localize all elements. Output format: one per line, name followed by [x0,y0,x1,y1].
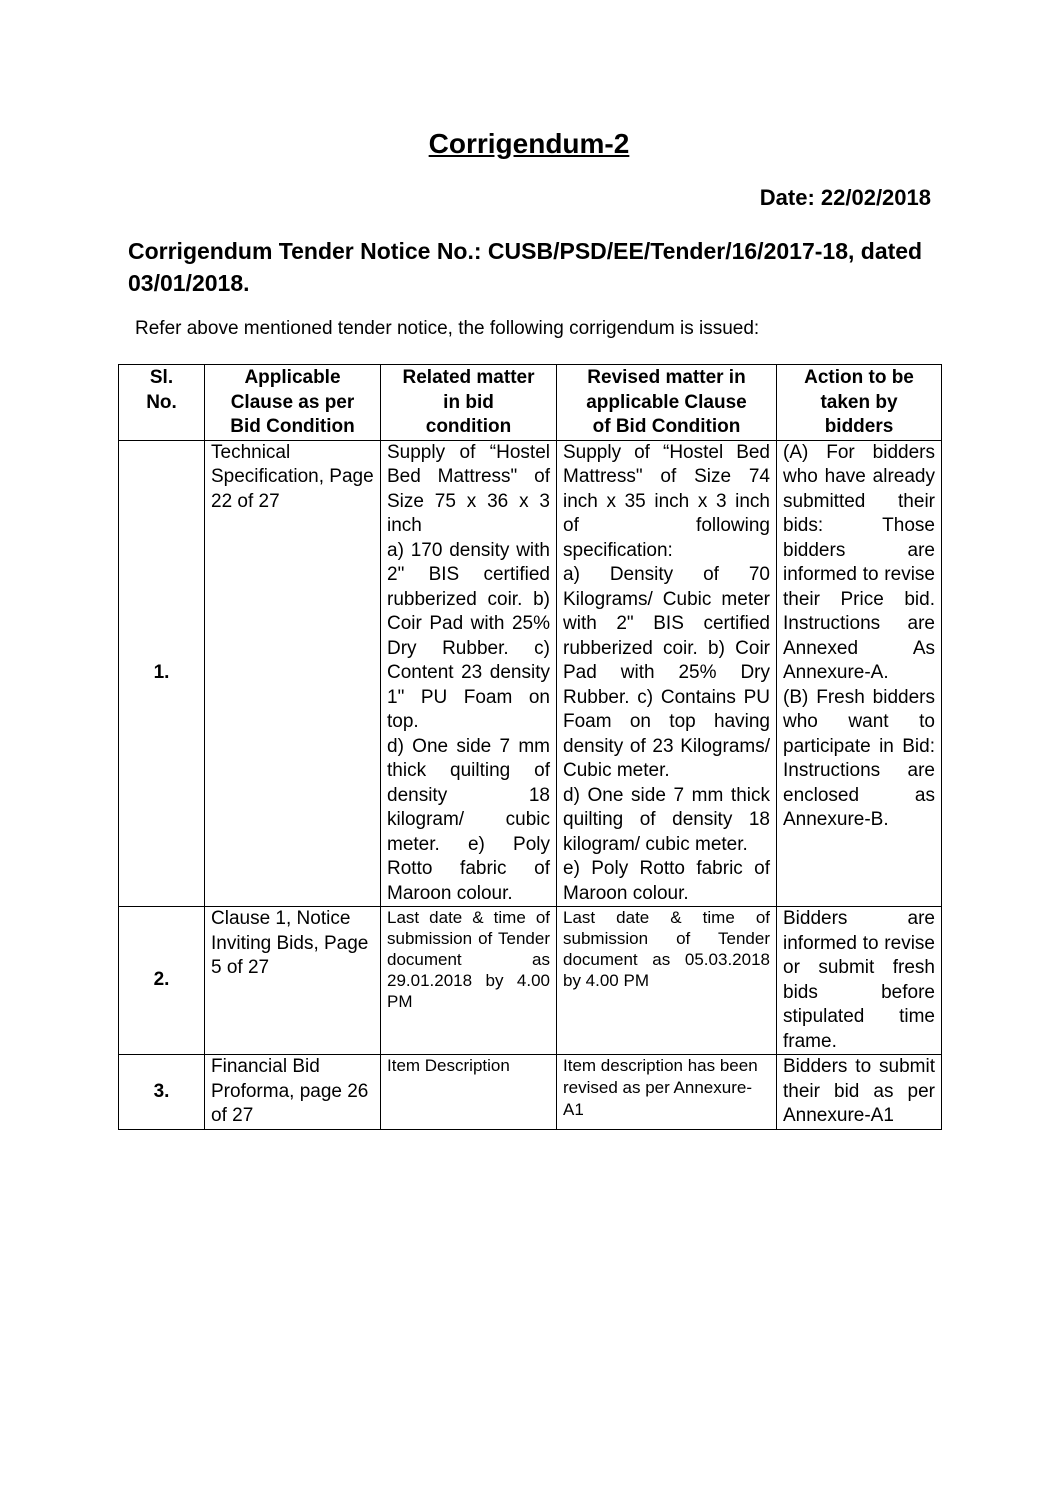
header-sl-no: Sl. No. [119,365,205,441]
document-date: Date: 22/02/2018 [759,185,931,210]
cell-clause: Technical Specification, Page 22 of 27 [205,440,381,907]
corrigendum-table [118,364,942,1130]
cell-sl: 1. [119,440,205,907]
cell-sl: 3. [119,1055,205,1130]
cell-sl: 2. [119,907,205,1055]
cell-action: Bidders are informed to revise or submit fresh bids before stipulated time frame. [777,907,942,1055]
cell-revised: Item description has been revised as per Annexure-A1 [557,1055,777,1130]
document-title: Corrigendum-2 [428,128,630,159]
cell-related: Item Description [381,1055,557,1130]
table-row [119,1055,942,1130]
table-row [119,907,942,1055]
header-applicable-clause: Applicable Clause as per Bid Condition [205,365,381,441]
tender-notice-heading: Corrigendum Tender Notice No.: CUSB/PSD/EE/Tender/16/2017-18, dated 03/01/2018. [128,238,923,296]
cell-related: Last date & time of submission of Tender document as 29.01.2018 by 4.00 PM [381,907,557,1055]
cell-clause: Financial Bid Proforma, page 26 of 27 [205,1055,381,1130]
cell-revised: Supply of “Hostel Bed Mattress" of Size 74 inch x 35 inch x 3 inch of following specification: a) Density of 70 Kilograms/ Cubic meter with 2" BIS certified rubberized coir. b) Coir Pad with 25% Dry Rubber. c) Contains PU Foam on top having density of 23 Kilograms/ Cubic meter. d) One side 7 mm thick quilting of density 18 kilogram/ cubic meter. e) Poly Rotto fabric of Maroon colour. [557,440,777,907]
header-action: Action to be taken by bidders [777,365,942,441]
table-row [119,440,942,907]
cell-clause: Clause 1, Notice Inviting Bids, Page 5 of 27 [205,907,381,1055]
intro-text: Refer above mentioned tender notice, the following corrigendum is issued: [135,318,760,339]
cell-related: Supply of “Hostel Bed Mattress" of Size 75 x 36 x 3 inch a) 170 density with 2" BIS certified rubberized coir. b) Coir Pad with 25% Dry Rubber. c) Content 23 density 1" PU Foam on top. d) One side 7 mm thick quilting of density 18 kilogram/ cubic meter. e) Poly Rotto fabric of Maroon colour. [381,440,557,907]
header-related-matter: Related matter in bid condition [381,365,557,441]
cell-revised: Last date & time of submission of Tender document as 05.03.2018 by 4.00 PM [557,907,777,1055]
header-revised-matter: Revised matter in applicable Clause of Bid Condition [557,365,777,441]
table-header-row [119,365,942,441]
cell-action: Bidders to submit their bid as per Annexure-A1 [777,1055,942,1130]
cell-action: (A) For bidders who have already submitted their bids: Those bidders are informed to revise their Price bid. Instructions are Annexed As Annexure-A. (B) Fresh bidders who want to participate in Bid: Instructions are enclosed as Annexure-B. [777,440,942,907]
